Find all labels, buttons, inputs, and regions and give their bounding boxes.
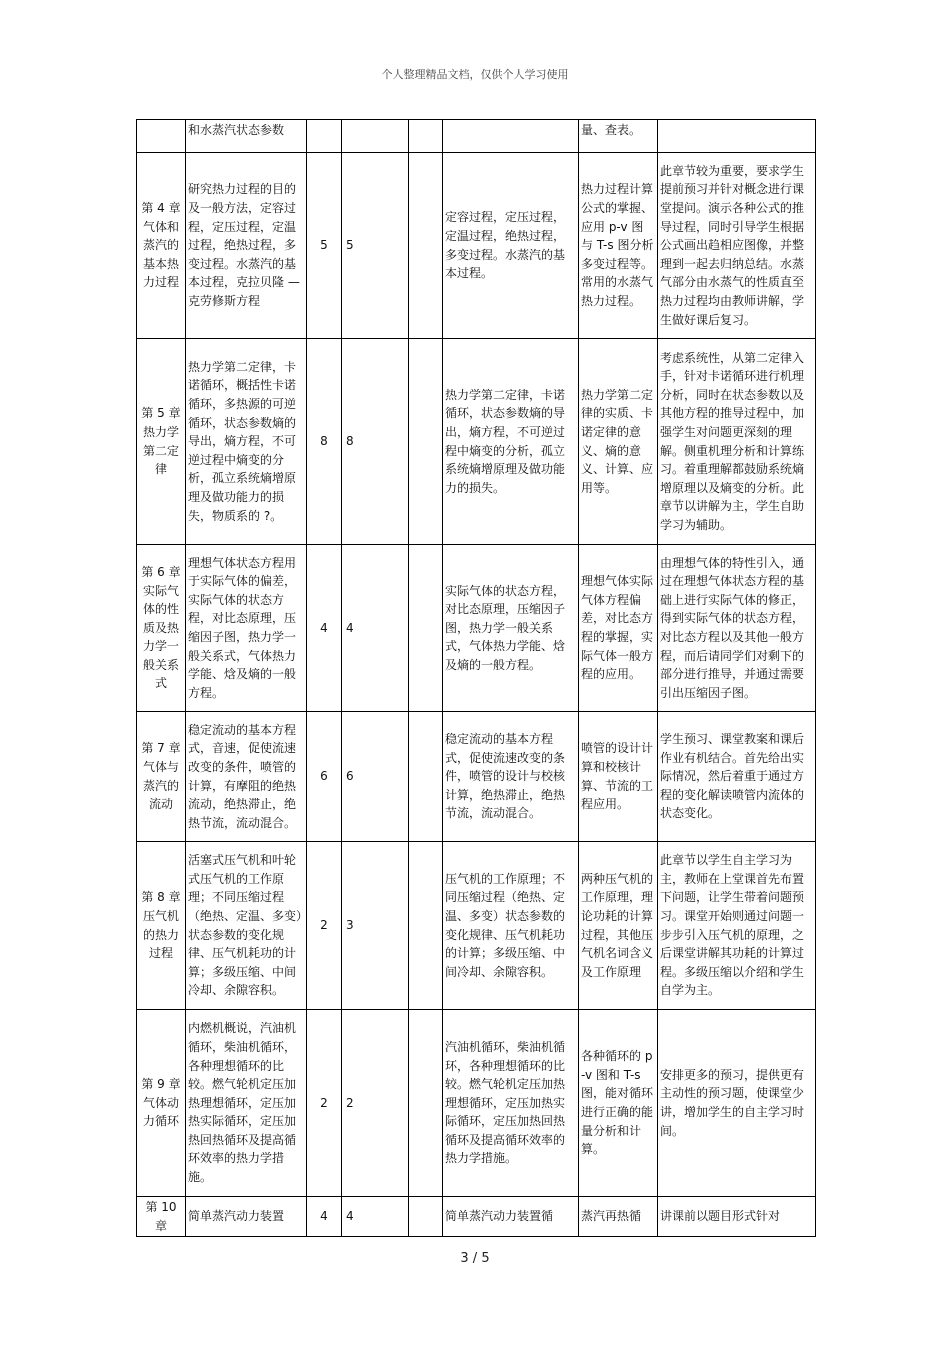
key-points-cell: 汽油机循环，柴油机循环，各种理想循环的比较。燃气轮机定压加热理想循环，定压加热实际循环，定压加热回热循环及提高循环效率的热力学措施。 [443, 1010, 579, 1197]
difficulties-cell: 热力过程计算公式的掌握、应用 p-v 图与 T-s 图分析多变过程等。常用的水蒸气热力过程。 [579, 153, 658, 339]
blank-cell [409, 712, 443, 842]
table-body [137, 120, 816, 1237]
blank-cell [409, 842, 443, 1010]
key-points-cell: 实际气体的状态方程，对比态原理，压缩因子图，热力学一般关系式，气体热力学能、焓及熵的一般方程。 [443, 545, 579, 712]
methods-cell: 学生预习、课堂教案和课后作业有机结合。首先给出实际情况，然后着重于通过方程的变化解读喷管内流体的状态变化。 [658, 712, 816, 842]
difficulties-cell: 理想气体实际气体方程偏差，对比态方程的掌握，实际气体一般方程的应用。 [579, 545, 658, 712]
chapter-cell: 第 7 章气体与蒸汽的流动 [137, 712, 186, 842]
table-row [137, 120, 816, 153]
chapter-cell: 第 5 章热力学第二定律 [137, 339, 186, 545]
hours-a-cell: 2 [307, 842, 342, 1010]
content-cell: 理想气体状态方程用于实际气体的偏差，实际气体的状态方程，对比态原理，压缩因子图，热力学一般关系式，气体热力学能、焓及熵的一般方程。 [186, 545, 307, 712]
hours-b-cell: 5 [342, 153, 409, 339]
difficulties-cell: 热力学第二定律的实质、卡诺定律的意义、熵的意义、计算、应用等。 [579, 339, 658, 545]
key-points-cell: 稳定流动的基本方程式，促使流速改变的条件，喷管的设计与校核计算，绝热滞止，绝热节流，流动混合。 [443, 712, 579, 842]
hours-a-cell: 4 [307, 1197, 342, 1237]
header-note: 个人整理精品文档，仅供个人学习使用 [381, 68, 569, 81]
key-points-cell: 定容过程，定压过程，定温过程，绝热过程，多变过程。水蒸汽的基本过程。 [443, 153, 579, 339]
chapter-cell: 第 10 章 [137, 1197, 186, 1237]
methods-cell: 讲课前以题目形式针对 [658, 1197, 816, 1237]
hours-b-cell: 2 [342, 1010, 409, 1197]
hours-b-cell [342, 120, 409, 153]
hours-a-cell: 5 [307, 153, 342, 339]
difficulties-cell: 两种压气机的工作原理，理论功耗的计算过程，其他压气机名词含义及工作原理 [579, 842, 658, 1010]
table-row [137, 1197, 816, 1237]
methods-cell: 此章节较为重要，要求学生提前预习并针对概念进行课堂提问。演示各种公式的推导过程，同时引导学生根据公式画出趋相应图像，并整理到一起去归纳总结。水蒸气部分由水蒸气的性质直至热力过程均由教师讲解，学生做好课后复习。 [658, 153, 816, 339]
table-row [137, 842, 816, 1010]
table-row [137, 545, 816, 712]
content-cell: 简单蒸汽动力装置 [186, 1197, 307, 1237]
methods-cell [658, 120, 816, 153]
chapter-cell: 第 8 章压气机的热力过程 [137, 842, 186, 1010]
blank-cell [409, 1010, 443, 1197]
course-schedule-table [136, 119, 816, 1237]
content-cell: 稳定流动的基本方程式，音速，促使流速改变的条件，喷管的计算，有摩阻的绝热流动，绝热滞止，绝热节流，流动混合。 [186, 712, 307, 842]
blank-cell [409, 1197, 443, 1237]
blank-cell [409, 120, 443, 153]
chapter-cell [137, 120, 186, 153]
methods-cell: 安排更多的预习，提供更有主动性的预习题，使课堂少讲，增加学生的自主学习时间。 [658, 1010, 816, 1197]
content-cell: 热力学第二定律，卡诺循环，概括性卡诺循环，多热源的可逆循环，状态参数熵的导出，熵方程，不可逆过程中熵变的分析，孤立系统熵增原理及做功能力的损失，物质系的 ?。 [186, 339, 307, 545]
difficulties-cell: 喷管的设计计算和校核计算、节流的工程应用。 [579, 712, 658, 842]
page-number: 3 / 5 [460, 1251, 490, 1266]
difficulties-cell: 蒸汽再热循 [579, 1197, 658, 1237]
chapter-cell: 第 4 章气体和蒸汽的基本热力过程 [137, 153, 186, 339]
difficulties-cell: 各种循环的 p-v 图和 T-s 图，能对循环进行正确的能量分析和计算。 [579, 1010, 658, 1197]
table-row [137, 1010, 816, 1197]
hours-a-cell [307, 120, 342, 153]
methods-cell: 由理想气体的特性引入，通过在理想气体状态方程的基础上进行实际气体的修正，得到实际气体的状态方程，对比态方程以及其他一般方程，而后请同学们对剩下的部分进行推导，并通过需要引出压缩因子图。 [658, 545, 816, 712]
key-points-cell [443, 120, 579, 153]
hours-a-cell: 2 [307, 1010, 342, 1197]
table-row [137, 339, 816, 545]
blank-cell [409, 545, 443, 712]
difficulties-cell: 量、查表。 [579, 120, 658, 153]
blank-cell [409, 339, 443, 545]
hours-b-cell: 8 [342, 339, 409, 545]
hours-b-cell: 4 [342, 1197, 409, 1237]
hours-a-cell: 8 [307, 339, 342, 545]
chapter-cell: 第 9 章气体动力循环 [137, 1010, 186, 1197]
blank-cell [409, 153, 443, 339]
content-cell: 内燃机概说，汽油机循环，柴油机循环，各种理想循环的比较。燃气轮机定压加热理想循环，定压加热实际循环，定压加热回热循环及提高循环效率的热力学措施。 [186, 1010, 307, 1197]
hours-a-cell: 6 [307, 712, 342, 842]
key-points-cell: 热力学第二定律，卡诺循环，状态参数熵的导出，熵方程，不可逆过程中熵变的分析，孤立系统熵增原理及做功能力的损失。 [443, 339, 579, 545]
table-row [137, 712, 816, 842]
content-cell: 活塞式压气机和叶轮式压气机的工作原理；不同压缩过程（绝热、定温、多变）状态参数的变化规律、压气机耗功的计算；多级压缩、中间冷却、余隙容积。 [186, 842, 307, 1010]
key-points-cell: 简单蒸汽动力装置循 [443, 1197, 579, 1237]
key-points-cell: 压气机的工作原理；不同压缩过程（绝热、定温、多变）状态参数的变化规律、压气机耗功的计算；多级压缩、中间冷却、余隙容积。 [443, 842, 579, 1010]
content-cell: 和水蒸汽状态参数 [186, 120, 307, 153]
chapter-cell: 第 6 章实际气体的性质及热力学一般关系式 [137, 545, 186, 712]
methods-cell: 此章节以学生自主学习为主，教师在上堂课首先布置下问题，让学生带着问题预习。课堂开始则通过问题一步步引入压气机的原理，之后课堂讲解其功耗的计算过程。多级压缩以介绍和学生自学为主。 [658, 842, 816, 1010]
content-cell: 研究热力过程的目的及一般方法，定容过程，定压过程，定温过程，绝热过程，多变过程。水蒸汽的基本过程，克拉贝隆 — 克劳修斯方程 [186, 153, 307, 339]
hours-b-cell: 4 [342, 545, 409, 712]
hours-b-cell: 3 [342, 842, 409, 1010]
hours-b-cell: 6 [342, 712, 409, 842]
table-row [137, 153, 816, 339]
hours-a-cell: 4 [307, 545, 342, 712]
methods-cell: 考虑系统性，从第二定律入手，针对卡诺循环进行机理分析，同时在状态参数以及其他方程的推导过程中，加强学生对问题更深刻的理解。侧重机理分析和计算练习。着重理解都鼓励系统熵增原理以及熵变的分析。此章节以讲解为主，学生自助学习为辅助。 [658, 339, 816, 545]
